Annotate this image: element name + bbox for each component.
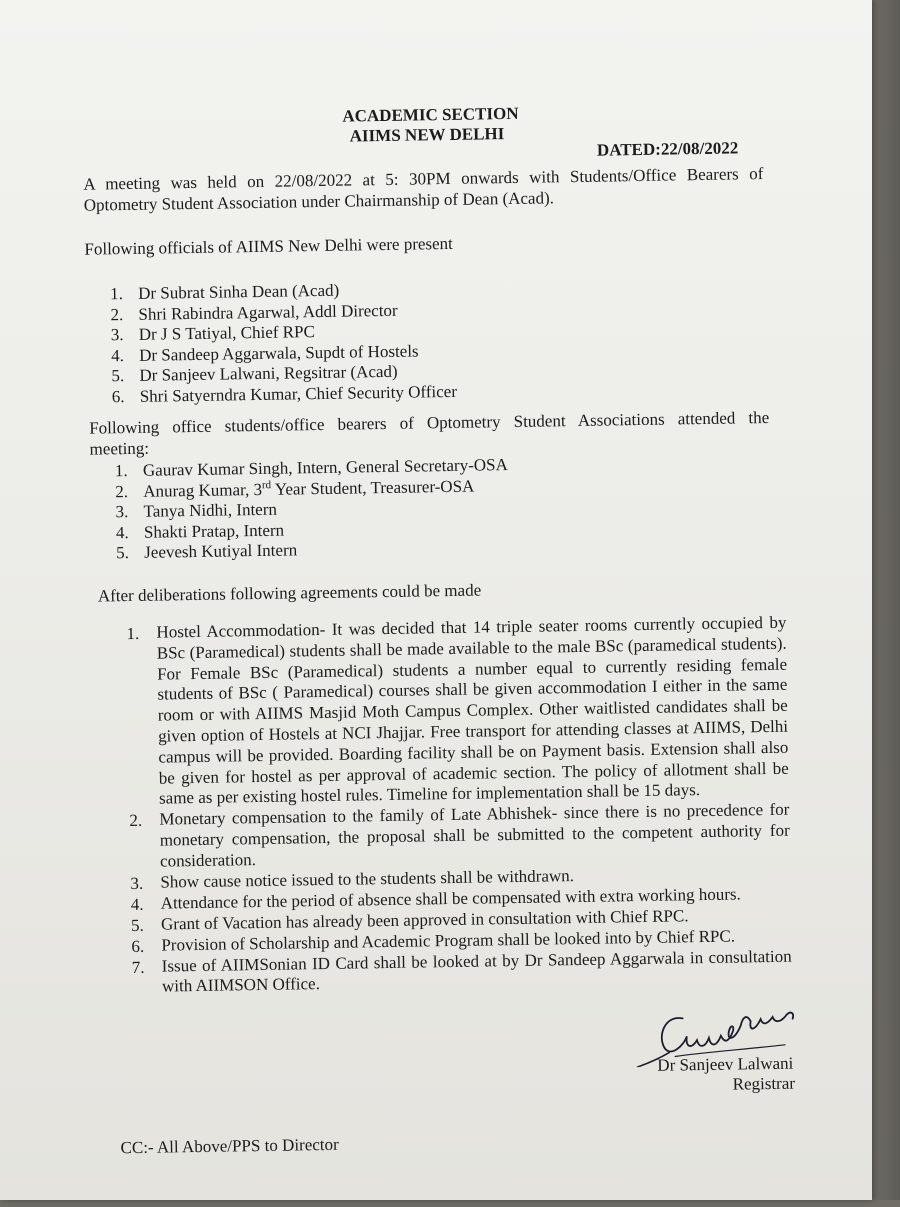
list-item: 6. Provision of Scholarship and Academic Program shall be looked into by Chief RPC. xyxy=(131,926,736,956)
students-heading-line-1: Following office students/office bearers of Optometry Student Associations attended the xyxy=(89,407,770,438)
officials-list xyxy=(110,278,457,406)
document-date: DATED:22/08/2022 xyxy=(596,138,739,160)
list-item: 6. Shri Satyerndra Kumar, Chief Security Officer xyxy=(111,381,458,406)
section-title: ACADEMIC SECTION xyxy=(342,103,519,126)
list-item: 1. Hostel Accommodation- It was decided that 14 triple seater rooms currently occupied by BSc (Paramedical) students shall be made available to the male BSc (paramedical students). For Female BSc (Paramedical) students a number equal to currently residing female students of BSc ( Paramedical) courses shall be given accommodation I either in the same room or with AIIMS Masjid Moth Campus Complex. Other waitlisted candidates shall be given option of Hostels at NCI Jhajjar. Free transport for attending classes at AIIMS, Delhi campus will be provided. Boarding facility shall be on Payment basis. Extension shall also be given for hostel as per approval of academic section. The policy of allotment shall be same as per existing hostel rules. Timeline for implementation shall be 15 days. xyxy=(126,612,789,808)
signatory-role: Registrar xyxy=(732,1073,796,1094)
cc-line: CC:- All Above/PPS to Director xyxy=(120,1134,339,1158)
list-item: 3. Show cause notice issued to the students shall be withdrawn. xyxy=(130,865,575,893)
agreements-list xyxy=(126,613,792,998)
institute-title: AIIMS NEW DELHI xyxy=(349,124,505,146)
list-item: 5. Grant of Vacation has already been approved in consultation with Chief RPC. xyxy=(130,905,689,935)
signatory-name: Dr Sanjeev Lalwani xyxy=(657,1053,794,1075)
students-list xyxy=(115,454,509,563)
list-item: 1. Gaurav Kumar Singh, Intern, General Secretary-OSA xyxy=(114,455,508,481)
list-item: 5. Dr Sanjeev Lalwani, Regsitrar (Acad) xyxy=(111,361,398,386)
list-item: 4. Shakti Pratap, Intern xyxy=(115,520,285,542)
list-item: 7. Issue of AIIMSonian ID Card shall be looked at by Dr Sandeep Aggarwala in consultation with AIIMSON Office. xyxy=(131,946,792,996)
list-item: 4. Attendance for the period of absence shall be compensated with extra working hours. xyxy=(130,884,741,914)
intro-paragraph xyxy=(83,163,764,216)
list-item: 3. Tanya Nidhi, Intern xyxy=(115,499,278,522)
intro-line-1: A meeting was held on 22/08/2022 at 5: 30PM onwards with Students/Office Bearers of xyxy=(83,164,764,194)
students-heading xyxy=(89,407,770,460)
list-item: 2. Monetary compensation to the family of Late Abhishek- since there is no precedence for monetary compensation, the proposal shall be submitted to the competent authority for consideration. xyxy=(129,799,790,871)
list-item: 5. Jeevesh Kutiyal Intern xyxy=(116,540,298,563)
list-item: 3. Dr J S Tatiyal, Chief RPC xyxy=(110,322,315,345)
list-item: 2. Anurag Kumar, 3rd Year Student, Treasurer-OSA xyxy=(115,476,475,501)
officials-heading: Following officials of AIIMS New Delhi were present xyxy=(84,233,453,259)
list-item: 2. Shri Rabindra Agarwal, Addl Director xyxy=(110,300,398,324)
list-item: 1. Dr Subrat Sinha Dean (Acad) xyxy=(109,280,340,304)
students-heading-line-2: meeting: xyxy=(89,438,150,459)
agreements-heading: After deliberations following agreements could be made xyxy=(97,580,482,606)
intro-line-2: Optometry Student Association under Chairmanship of Dean (Acad). xyxy=(83,188,555,215)
list-item: 4. Dr Sandeep Aggarwala, Supdt of Hostels xyxy=(110,340,419,365)
